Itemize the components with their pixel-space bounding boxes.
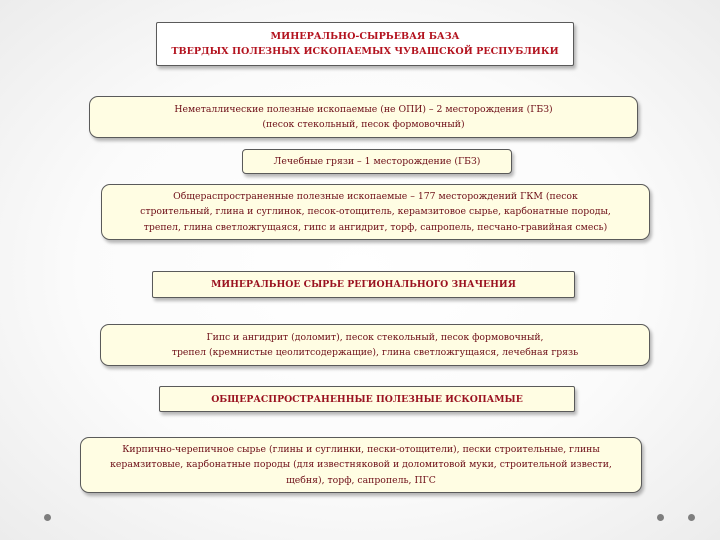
- common-minerals-line: строительный, глина и суглинок, песок-отощитель, керамзитовое сырье, карбонатные породы,: [140, 206, 611, 218]
- title-line: ТВЕРДЫХ ПОЛЕЗНЫХ ИСКОПАЕМЫХ ЧУВАШСКОЙ РЕСПУБЛИКИ: [171, 46, 559, 57]
- common-minerals-list-text: [104, 442, 618, 489]
- decorative-dot: [44, 514, 51, 521]
- common-header-text: ОБЩЕРАСПРОСТРАНЕННЫЕ ПОЛЕЗНЫЕ ИСКОПАМЫЕ: [211, 393, 523, 405]
- nonmetallic-minerals-box: [89, 96, 638, 138]
- nonmetallic-line: (песок стекольный, песок формовочный): [262, 119, 465, 130]
- decorative-dot: [688, 514, 695, 521]
- nonmetallic-minerals-text: [168, 102, 558, 132]
- therapeutic-mud-box: [242, 149, 512, 174]
- common-minerals-line: Общераспространенные полезные ископаемые – 177 месторождений ГКМ (песок: [173, 190, 578, 202]
- regional-minerals-box: [100, 324, 650, 366]
- therapeutic-mud-text: Лечебные грязи – 1 месторождение (ГБЗ): [273, 156, 481, 167]
- common-list-line: щебня), торф, сапропель, ПГС: [286, 474, 436, 486]
- common-minerals-text: [134, 189, 617, 236]
- diagram-title-box: [156, 22, 574, 66]
- regional-line: трепел (кремнистые цеолитсодержащие), глина светложгущаяся, лечебная грязь: [171, 347, 579, 358]
- common-minerals-box: [101, 184, 650, 240]
- diagram-title: [165, 29, 564, 59]
- regional-significance-header: [152, 271, 575, 298]
- regional-minerals-text: [166, 330, 584, 360]
- common-minerals-line: трепел, глина светложгущаяся, гипс и ангидрит, торф, сапропель, песчано-гравийная смесь): [143, 221, 608, 233]
- common-list-line: керамзитовые, карбонатные породы (для известняковой и доломитовой муки, строительной извести,: [110, 459, 612, 471]
- common-list-line: Кирпично-черепичное сырье (глины и суглинки, пески-отощители), пески строительные, глины: [122, 443, 600, 455]
- regional-line: Гипс и ангидрит (доломит), песок стекольный, песок формовочный,: [206, 332, 544, 343]
- decorative-dot: [657, 514, 664, 521]
- title-line: МИНЕРАЛЬНО-СЫРЬЕВАЯ БАЗА: [270, 31, 460, 42]
- regional-header-text: МИНЕРАЛЬНОЕ СЫРЬЕ РЕГИОНАЛЬНОГО ЗНАЧЕНИЯ: [211, 279, 516, 290]
- common-minerals-header: [159, 386, 575, 412]
- nonmetallic-line: Неметаллические полезные ископаемые (не ОПИ) – 2 месторождения (ГБЗ): [174, 104, 553, 115]
- common-minerals-list-box: [80, 437, 642, 493]
